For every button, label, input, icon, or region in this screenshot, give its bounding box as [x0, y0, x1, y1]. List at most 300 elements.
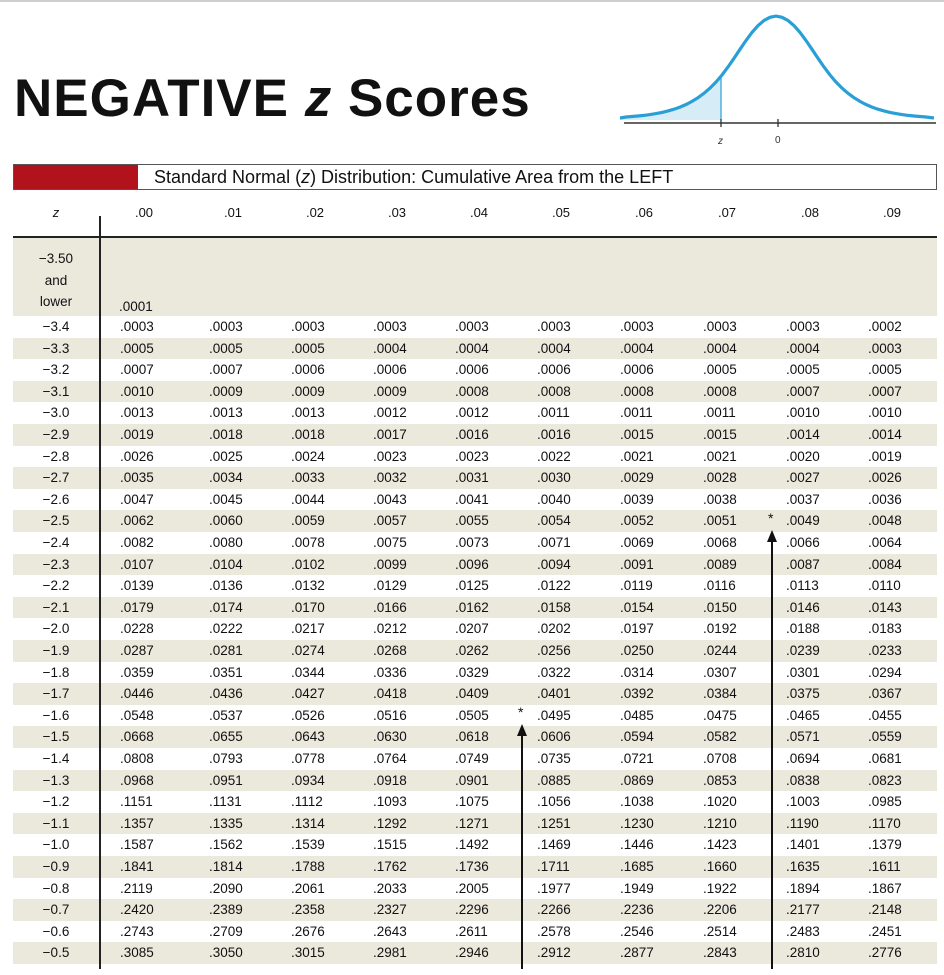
table-cell: .0004 — [620, 340, 654, 356]
table-cell: .0618 — [455, 729, 489, 745]
table-header — [13, 190, 937, 238]
table-cell: .1230 — [620, 815, 654, 831]
table-row — [13, 597, 937, 619]
table-cell: .0228 — [120, 621, 154, 637]
graph-z-label: z — [718, 136, 723, 147]
table-row — [13, 899, 937, 921]
table-cell: .0005 — [209, 340, 243, 356]
table-cell: .0008 — [620, 383, 654, 399]
table-cell: .1611 — [868, 859, 901, 874]
table-cell: .1492 — [455, 837, 489, 853]
table-cell: .2206 — [703, 902, 737, 918]
table-cell: .0418 — [373, 686, 407, 702]
table-cell: .0025 — [209, 448, 243, 464]
table-cell: .0010 — [868, 405, 902, 421]
table-cell: .0005 — [120, 340, 154, 356]
table-cell: .0089 — [703, 556, 737, 572]
table-cell: .0006 — [620, 362, 654, 378]
table-cell: .0010 — [786, 405, 820, 421]
table-cell: .0003 — [537, 319, 571, 334]
table-cell: .1515 — [373, 837, 407, 853]
table-row — [13, 575, 937, 597]
table-cell: .0154 — [620, 599, 654, 615]
table-cell: .2033 — [373, 880, 407, 896]
table-cell: .2005 — [455, 880, 489, 896]
table-row — [13, 813, 937, 835]
table-cell: .0005 — [868, 362, 902, 378]
table-cell: .0057 — [373, 513, 407, 529]
table-cell: .0005 — [703, 362, 737, 378]
lower-z-label — [13, 248, 99, 313]
table-cell: .1357 — [120, 815, 154, 831]
table-cell: .1292 — [373, 815, 407, 831]
bell-curve — [620, 16, 934, 118]
table-cell: .0212 — [373, 621, 407, 637]
table-cell: .0087 — [786, 556, 820, 572]
table-cell: .2090 — [209, 880, 243, 896]
table-cell: .0559 — [868, 729, 902, 745]
table-cell: .0006 — [373, 362, 407, 378]
header-col: .05 — [551, 205, 571, 220]
row-z-label: −1.7 — [42, 686, 70, 702]
table-cell: .0023 — [373, 448, 407, 464]
banner-z: z — [301, 167, 311, 187]
table-row — [13, 424, 937, 446]
table-cell: .0162 — [455, 599, 489, 615]
table-cell: .1314 — [291, 815, 325, 831]
table-cell: .0015 — [620, 427, 654, 442]
table-cell: .2546 — [620, 923, 654, 939]
z-column-divider — [99, 216, 101, 969]
table-cell: .1711 — [537, 859, 570, 874]
table-row — [13, 942, 937, 964]
table-cell: .0048 — [868, 513, 902, 529]
table-cell: .0004 — [537, 340, 571, 356]
table-cell: .1056 — [537, 794, 571, 810]
table-cell: .1131 — [209, 794, 242, 810]
table-cell: .0207 — [455, 621, 489, 637]
table-cell: .0951 — [209, 772, 243, 788]
row-z-label: −1.4 — [42, 751, 70, 766]
row-z-label: −2.8 — [42, 448, 70, 464]
table-cell: .0146 — [786, 599, 820, 615]
table-cell: .0287 — [120, 643, 154, 658]
table-cell: .0016 — [455, 427, 489, 442]
table-cell: .0129 — [373, 578, 407, 594]
table-cell: .0007 — [209, 362, 243, 378]
table-cell: .0274 — [291, 643, 325, 658]
table-row — [13, 402, 937, 424]
table-cell: .0052 — [620, 513, 654, 529]
table-cell: .0150 — [703, 599, 737, 615]
table-row — [13, 640, 937, 662]
table-cell: .3015 — [291, 945, 325, 961]
row-z-label: −0.8 — [42, 880, 70, 896]
normal-curve-graph — [620, 6, 936, 156]
table-cell: .1170 — [868, 815, 901, 831]
table-cell: .0004 — [373, 340, 407, 356]
table-cell: .0516 — [373, 707, 407, 723]
table-cell: .2709 — [209, 923, 243, 939]
table-cell: .0630 — [373, 729, 407, 745]
table-cell: .0455 — [868, 707, 902, 723]
row-z-label: −3.4 — [42, 319, 70, 334]
table-cell: .0003 — [703, 319, 737, 334]
table-cell: .0465 — [786, 707, 820, 723]
row-z-label: −0.7 — [42, 902, 70, 918]
table-cell: .0082 — [120, 535, 154, 550]
table-cell: .0021 — [620, 448, 654, 464]
row-z-label: −0.9 — [42, 859, 70, 874]
table-cell: .0005 — [291, 340, 325, 356]
table-cell: .0009 — [291, 383, 325, 399]
table-cell: .0080 — [209, 535, 243, 550]
table-cell: .0985 — [868, 794, 902, 810]
table-cell: .1814 — [209, 859, 243, 874]
table-cell: .0571 — [786, 729, 820, 745]
table-row — [13, 467, 937, 489]
table-cell: .2327 — [373, 902, 407, 918]
table-row — [13, 618, 937, 640]
table-cell: .0764 — [373, 751, 407, 766]
table-cell: .0222 — [209, 621, 243, 637]
table-cell: .0008 — [537, 383, 571, 399]
table-row — [13, 921, 937, 943]
table-cell: .0869 — [620, 772, 654, 788]
table-cell: .0174 — [209, 599, 243, 615]
table-cell: .0250 — [620, 643, 654, 658]
table-cell: .0808 — [120, 751, 154, 766]
table-cell: .0055 — [455, 513, 489, 529]
graph-zero-label: 0 — [775, 135, 781, 146]
table-cell: .2119 — [120, 880, 153, 896]
table-cell: .0436 — [209, 686, 243, 702]
table-cell: .1093 — [373, 794, 407, 810]
header-z: z — [52, 205, 60, 220]
table-cell: .0102 — [291, 556, 325, 572]
table-cell: .0197 — [620, 621, 654, 637]
table-cell: .0069 — [620, 535, 654, 550]
table-cell: .0059 — [291, 513, 325, 529]
row-z-label: −2.9 — [42, 427, 70, 442]
table-cell: .0051 — [703, 513, 737, 529]
table-cell: .0003 — [620, 319, 654, 334]
table-cell: .0116 — [703, 578, 736, 594]
table-cell: .2877 — [620, 945, 654, 961]
table-cell: .0392 — [620, 686, 654, 702]
row-z-label: −2.4 — [42, 535, 70, 550]
table-row — [13, 878, 937, 900]
table-cell: .0885 — [537, 772, 571, 788]
table-cell: .0170 — [291, 599, 325, 615]
marker-star-1: * — [768, 510, 774, 526]
table-cell: .3050 — [209, 945, 243, 961]
row-z-label: −0.5 — [42, 945, 70, 961]
table-cell: .2810 — [786, 945, 820, 961]
table-cell: .0239 — [786, 643, 820, 658]
table-cell: .0045 — [209, 491, 243, 507]
table-cell: .0548 — [120, 707, 154, 723]
table-cell: .0721 — [620, 751, 654, 766]
table-cell: .0668 — [120, 729, 154, 745]
table-cell: .0071 — [537, 535, 571, 550]
row-z-label: −1.5 — [42, 729, 70, 745]
table-cell: .0068 — [703, 535, 737, 550]
table-cell: .0002 — [868, 319, 902, 334]
table-cell: .0026 — [868, 470, 902, 486]
table-cell: .1788 — [291, 859, 325, 874]
title-z: z — [304, 69, 333, 128]
table-cell: .0281 — [209, 643, 243, 658]
table-cell: .0606 — [537, 729, 571, 745]
table-cell: .2420 — [120, 902, 154, 918]
table-row — [13, 856, 937, 878]
row-z-label: −2.7 — [42, 470, 70, 486]
table-cell: .0075 — [373, 535, 407, 550]
table-cell: .2946 — [455, 945, 489, 961]
table-cell: .2643 — [373, 923, 407, 939]
table-cell: .0008 — [455, 383, 489, 399]
table-cell: .0344 — [291, 664, 325, 680]
table-cell: .0011 — [620, 405, 653, 421]
table-cell: .0005 — [786, 362, 820, 378]
table-cell: .0028 — [703, 470, 737, 486]
table-cell: .0351 — [209, 664, 243, 680]
row-lower — [13, 238, 937, 316]
table-row — [13, 683, 937, 705]
table-cell: .0853 — [703, 772, 737, 788]
table-cell: .2676 — [291, 923, 325, 939]
table-row — [13, 316, 937, 338]
table-cell: .1736 — [455, 859, 489, 874]
table-cell: .1423 — [703, 837, 737, 853]
table-cell: .0010 — [120, 383, 154, 399]
table-cell: .1075 — [455, 794, 489, 810]
table-cell: .1841 — [120, 859, 154, 874]
table-cell: .1762 — [373, 859, 407, 874]
lower-z-lower: lower — [39, 294, 73, 309]
row-z-label: −3.1 — [42, 383, 70, 399]
table-cell: .1587 — [120, 837, 154, 853]
table-cell: .0183 — [868, 621, 902, 637]
table-cell: .0409 — [455, 686, 489, 702]
row-z-label: −2.5 — [42, 513, 70, 529]
lower-value: .0001 — [119, 299, 153, 314]
table-cell: .0012 — [373, 405, 407, 421]
table-cell: .1635 — [786, 859, 820, 874]
table-cell: .1379 — [868, 837, 902, 853]
row-z-label: −2.6 — [42, 491, 70, 507]
table-cell: .0136 — [209, 578, 243, 594]
table-cell: .0322 — [537, 664, 571, 680]
table-cell: .0014 — [786, 427, 820, 442]
table-cell: .0018 — [291, 427, 325, 442]
table-cell: .2611 — [455, 923, 488, 939]
table-cell: .1685 — [620, 859, 654, 874]
arrow-line-1 — [771, 539, 773, 969]
row-z-label: −1.3 — [42, 772, 70, 788]
table-cell: .0294 — [868, 664, 902, 680]
table-cell: .2981 — [373, 945, 407, 961]
header-col: .01 — [223, 205, 243, 220]
table-cell: .2743 — [120, 923, 154, 939]
table-cell: .2236 — [620, 902, 654, 918]
table-cell: .0694 — [786, 751, 820, 766]
table-cell: .0329 — [455, 664, 489, 680]
table-cell: .0166 — [373, 599, 407, 615]
table-cell: .0013 — [120, 405, 154, 421]
row-z-label: −0.6 — [42, 923, 70, 939]
table-cell: .0003 — [209, 319, 243, 334]
row-z-label: −1.6 — [42, 707, 70, 723]
table-cell: .0099 — [373, 556, 407, 572]
banner-accent-block — [14, 165, 138, 189]
table-cell: .0021 — [703, 448, 737, 464]
table-cell: .1210 — [703, 815, 737, 831]
table-cell: .2776 — [868, 945, 902, 961]
table-cell: .0314 — [620, 664, 654, 680]
table-cell: .0013 — [291, 405, 325, 421]
table-cell: .0003 — [120, 319, 154, 334]
table-cell: .2358 — [291, 902, 325, 918]
table-cell: .0139 — [120, 578, 154, 594]
table-cell: .0018 — [209, 427, 243, 442]
table-cell: .0107 — [120, 556, 154, 572]
table-cell: .0262 — [455, 643, 489, 658]
title-text-negative: NEGATIVE — [14, 69, 305, 128]
table-cell: .0375 — [786, 686, 820, 702]
table-cell: .0047 — [120, 491, 154, 507]
table-row — [13, 338, 937, 360]
table-cell: .0384 — [703, 686, 737, 702]
table-cell: .0026 — [120, 448, 154, 464]
table-cell: .0009 — [209, 383, 243, 399]
table-cell: .0110 — [868, 578, 901, 594]
header-col: .02 — [305, 205, 325, 220]
table-cell: .0043 — [373, 491, 407, 507]
table-cell: .0011 — [703, 405, 736, 421]
table-row — [13, 446, 937, 468]
table-cell: .0023 — [455, 448, 489, 464]
table-cell: .2843 — [703, 945, 737, 961]
table-row — [13, 554, 937, 576]
table-cell: .2177 — [786, 902, 820, 918]
table-cell: .0007 — [786, 383, 820, 399]
row-z-label: −2.1 — [42, 599, 70, 615]
table-cell: .0735 — [537, 751, 571, 766]
table-cell: .2578 — [537, 923, 571, 939]
header-col: .06 — [634, 205, 654, 220]
table-cell: .0749 — [455, 751, 489, 766]
table-cell: .0367 — [868, 686, 902, 702]
table-cell: .2514 — [703, 923, 737, 939]
arrow-head-1 — [767, 530, 777, 542]
table-cell: .0003 — [868, 340, 902, 356]
table-cell: .2483 — [786, 923, 820, 939]
table-cell: .1867 — [868, 880, 902, 896]
table-row — [13, 705, 937, 727]
table-cell: .0003 — [291, 319, 325, 334]
table-cell: .0681 — [868, 751, 902, 766]
table-cell: .1660 — [703, 859, 737, 874]
table-cell: .0901 — [455, 772, 489, 788]
table-cell: .0119 — [620, 578, 653, 594]
table-cell: .2148 — [868, 902, 902, 918]
table-cell: .0125 — [455, 578, 489, 594]
table-cell: .0495 — [537, 707, 571, 723]
table-cell: .0037 — [786, 491, 820, 507]
row-z-label: −2.2 — [42, 578, 70, 594]
table-cell: .0041 — [455, 491, 489, 507]
table-cell: .0016 — [537, 427, 571, 442]
table-cell: .0008 — [703, 383, 737, 399]
title-text-scores: Scores — [332, 69, 531, 128]
table-cell: .0032 — [373, 470, 407, 486]
table-cell: .1922 — [703, 880, 737, 896]
table-cell: .0022 — [537, 448, 571, 464]
table-cell: .0526 — [291, 707, 325, 723]
header-col: .07 — [717, 205, 737, 220]
header-col: .00 — [134, 205, 154, 220]
header-col: .09 — [882, 205, 902, 220]
table-cell: .0015 — [703, 427, 737, 442]
table-cell: .1190 — [786, 815, 819, 831]
table-cell: .0004 — [455, 340, 489, 356]
header-col: .03 — [387, 205, 407, 220]
table-cell: .0036 — [868, 491, 902, 507]
table-cell: .0009 — [373, 383, 407, 399]
shaded-area-left — [620, 76, 721, 120]
table-cell: .1562 — [209, 837, 243, 853]
arrow-head-2 — [517, 724, 527, 736]
table-row — [13, 532, 937, 554]
table-cell: .0006 — [537, 362, 571, 378]
table-row — [13, 791, 937, 813]
table-cell: .0062 — [120, 513, 154, 529]
banner-suffix: ) Distribution: Cumulative Area from the LEFT — [310, 167, 674, 187]
row-z-label: −1.8 — [42, 664, 70, 680]
row-z-label: −1.2 — [42, 794, 70, 810]
table-cell: .0505 — [455, 707, 489, 723]
table-row — [13, 834, 937, 856]
table-cell: .0122 — [537, 578, 571, 594]
table-cell: .0132 — [291, 578, 325, 594]
table-cell: .0307 — [703, 664, 737, 680]
table-banner — [13, 164, 937, 190]
table-cell: .0217 — [291, 621, 325, 637]
table-cell: .1251 — [537, 815, 571, 831]
table-cell: .0020 — [786, 448, 820, 464]
table-cell: .0003 — [455, 319, 489, 334]
table-cell: .0019 — [120, 427, 154, 442]
table-row — [13, 662, 937, 684]
table-cell: .0336 — [373, 664, 407, 680]
table-cell: .0004 — [703, 340, 737, 356]
table-cell: .0934 — [291, 772, 325, 788]
row-z-label: −1.1 — [42, 815, 70, 831]
table-cell: .0094 — [537, 556, 571, 572]
table-cell: .0007 — [868, 383, 902, 399]
table-cell: .0301 — [786, 664, 820, 680]
table-cell: .0060 — [209, 513, 243, 529]
table-cell: .0655 — [209, 729, 243, 745]
table-cell: .1038 — [620, 794, 654, 810]
table-cell: .0256 — [537, 643, 571, 658]
table-cell: .0006 — [291, 362, 325, 378]
table-cell: .0066 — [786, 535, 820, 550]
header-col: .04 — [469, 205, 489, 220]
table-cell: .0708 — [703, 751, 737, 766]
